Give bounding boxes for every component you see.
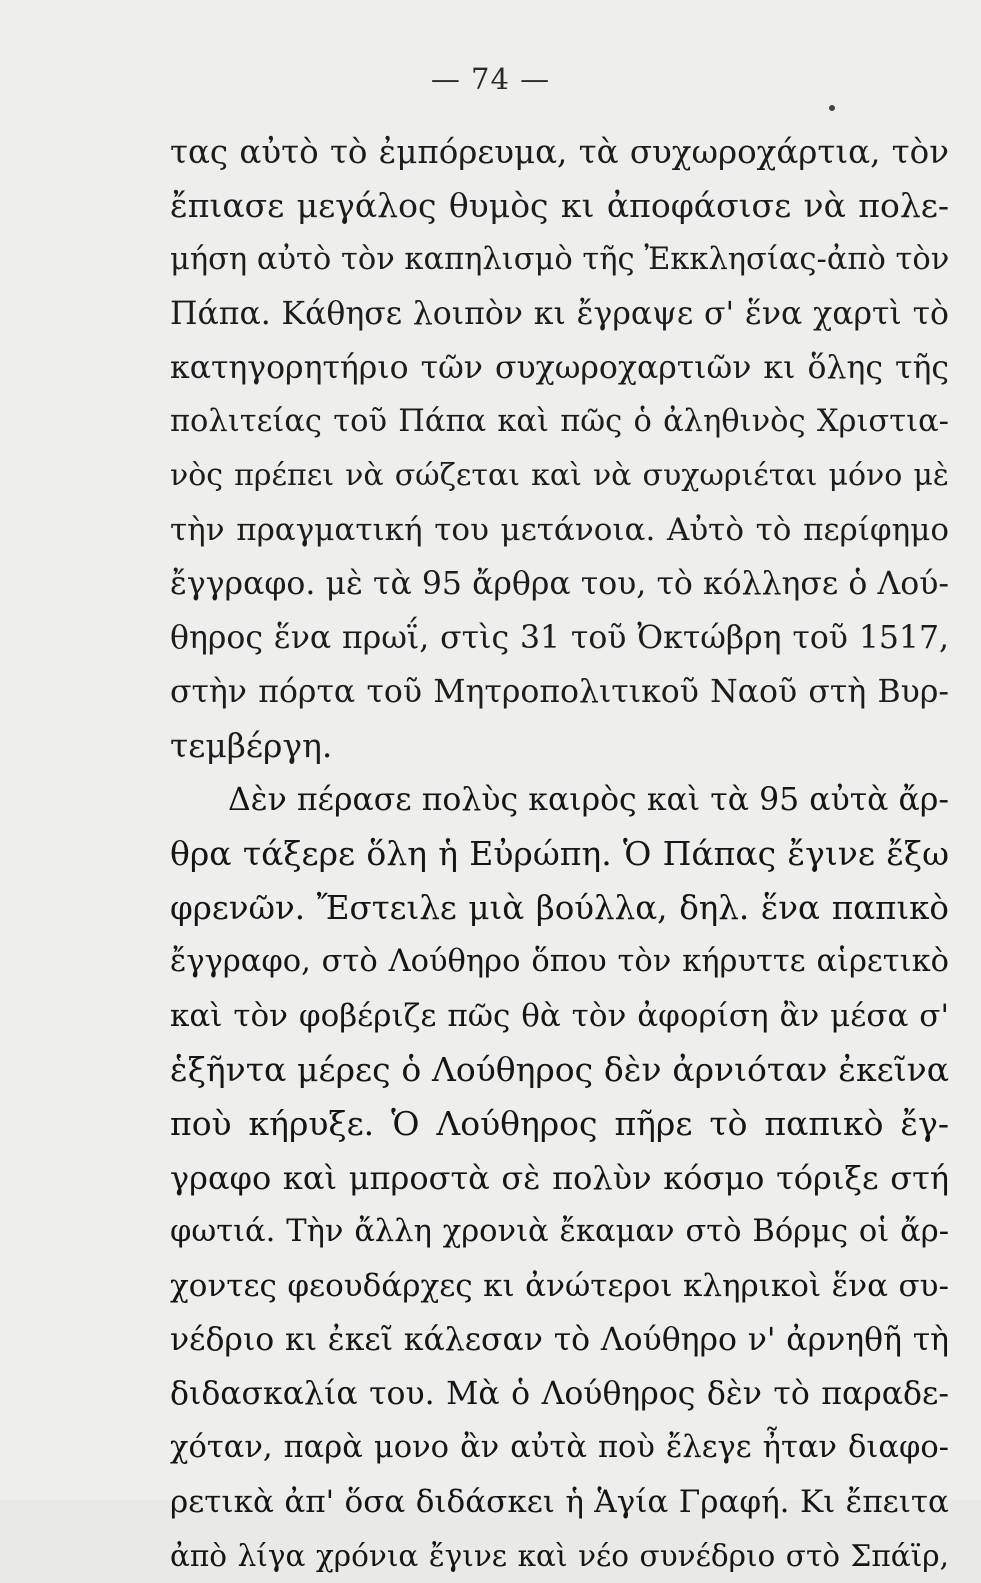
text-line: χόταν, παρὰ μονο ἂν αὐτὰ ποὺ ἔλεγε ἦταν διαφο- bbox=[170, 1430, 949, 1465]
body-text bbox=[170, 125, 949, 1583]
text-line: κατηγορητήριο τῶν συχωροχαρτιῶν κι ὅλης τῆς bbox=[170, 350, 949, 386]
text-line: ἀπὸ λίγα χρόνια ἔγινε καὶ νέο συνέδριο στὸ Σπάϊρ, bbox=[170, 1539, 949, 1573]
text-line: Πάπα. Κάθησε λοιπὸν κι ἔγραψε σ' ἕνα χαρτὶ τὸ bbox=[170, 296, 949, 332]
text-line: διδασκαλία του. Μὰ ὁ Λούθηρος δὲν τὸ παραδε- bbox=[170, 1376, 949, 1412]
text-line: καὶ τὸν φοβέριζε πῶς θὰ τὸν ἀφορίση ἂν μέσα σ' bbox=[170, 998, 949, 1034]
text-line: νὸς πρέπει νὰ σώζεται καὶ νὰ συχωριέται μόνο μὲ bbox=[170, 458, 949, 493]
text-line: ρετικὰ ἀπ' ὅσα διδάσκει ἡ Ἁγία Γραφή. Κι ἔπειτα bbox=[170, 1484, 949, 1520]
ink-speck bbox=[829, 105, 835, 111]
text-line: μήση αὐτὸ τὸν καπηλισμὸ τῆς Ἐκκλησίας-ἀπὸ τὸν bbox=[170, 242, 950, 277]
text-line: τεμβέργη. bbox=[170, 726, 333, 765]
text-line: ἔγγραφο, στὸ Λούθηρο ὅπου τὸν κήρυττε αἱρετικὸ bbox=[170, 944, 949, 979]
text-line: ποὺ κήρυξε. Ὁ Λούθηρος πῆρε τὸ παπικὸ ἔγ- bbox=[170, 1104, 949, 1143]
text-line: γραφο καὶ μπροστὰ σὲ πολὺν κόσμο τόριξε στή bbox=[170, 1159, 949, 1197]
text-line: τας αὐτὸ τὸ ἐμπόρευμα, τὰ συχωροχάρτια, τὸν bbox=[170, 133, 949, 171]
text-line: τὴν πραγματική του μετάνοια. Αὐτὸ τὸ περίφημο bbox=[170, 512, 949, 548]
text-line: φρενῶν. Ἔστειλε μιὰ βούλλα, δηλ. ἕνα παπικὸ bbox=[170, 889, 949, 927]
text-line: ἔπιασε μεγάλος θυμὸς κι ἀποφάσισε νὰ πολε- bbox=[170, 186, 949, 225]
text-line: νέδριο κι ἐκεῖ κάλεσαν τὸ Λούθηρο ν' ἀρνηθῆ τὴ bbox=[170, 1322, 949, 1358]
text-line: θρα τάξερε ὅλη ἡ Εὐρώπη. Ὁ Πάπας ἔγινε ἔξω bbox=[170, 834, 949, 873]
text-line: στὴν πόρτα τοῦ Μητροπολιτικοῦ Ναοῦ στὴ Βυρ- bbox=[170, 674, 949, 710]
text-line: θηρος ἕνα πρωΐ, στὶς 31 τοῦ Ὀκτώβρη τοῦ 1517, bbox=[170, 620, 949, 656]
text-line: πολιτείας τοῦ Πάπα καὶ πῶς ὁ ἀληθινὸς Χριστια- bbox=[170, 404, 949, 439]
text-line: ἔγγραφο. μὲ τὰ 95 ἄρθρα του, τὸ κόλλησε ὁ Λού- bbox=[170, 566, 949, 602]
page-number: — 74 — bbox=[430, 62, 551, 96]
text-line: φωτιά. Τὴν ἄλλη χρονιὰ ἔκαμαν στὸ Βόρμς οἱ ἄρ- bbox=[170, 1214, 949, 1249]
text-line: χοντες φεουδάρχες κι ἀνώτεροι κληρικοὶ ἕνα συ- bbox=[170, 1268, 949, 1304]
text-line: ἑξῆντα μέρες ὁ Λούθηρος δὲν ἀρνιόταν ἐκεῖνα bbox=[170, 1050, 949, 1089]
text-line: Δὲν πέρασε πολὺς καιρὸς καὶ τὰ 95 αὐτὰ ἄρ- bbox=[228, 782, 949, 818]
